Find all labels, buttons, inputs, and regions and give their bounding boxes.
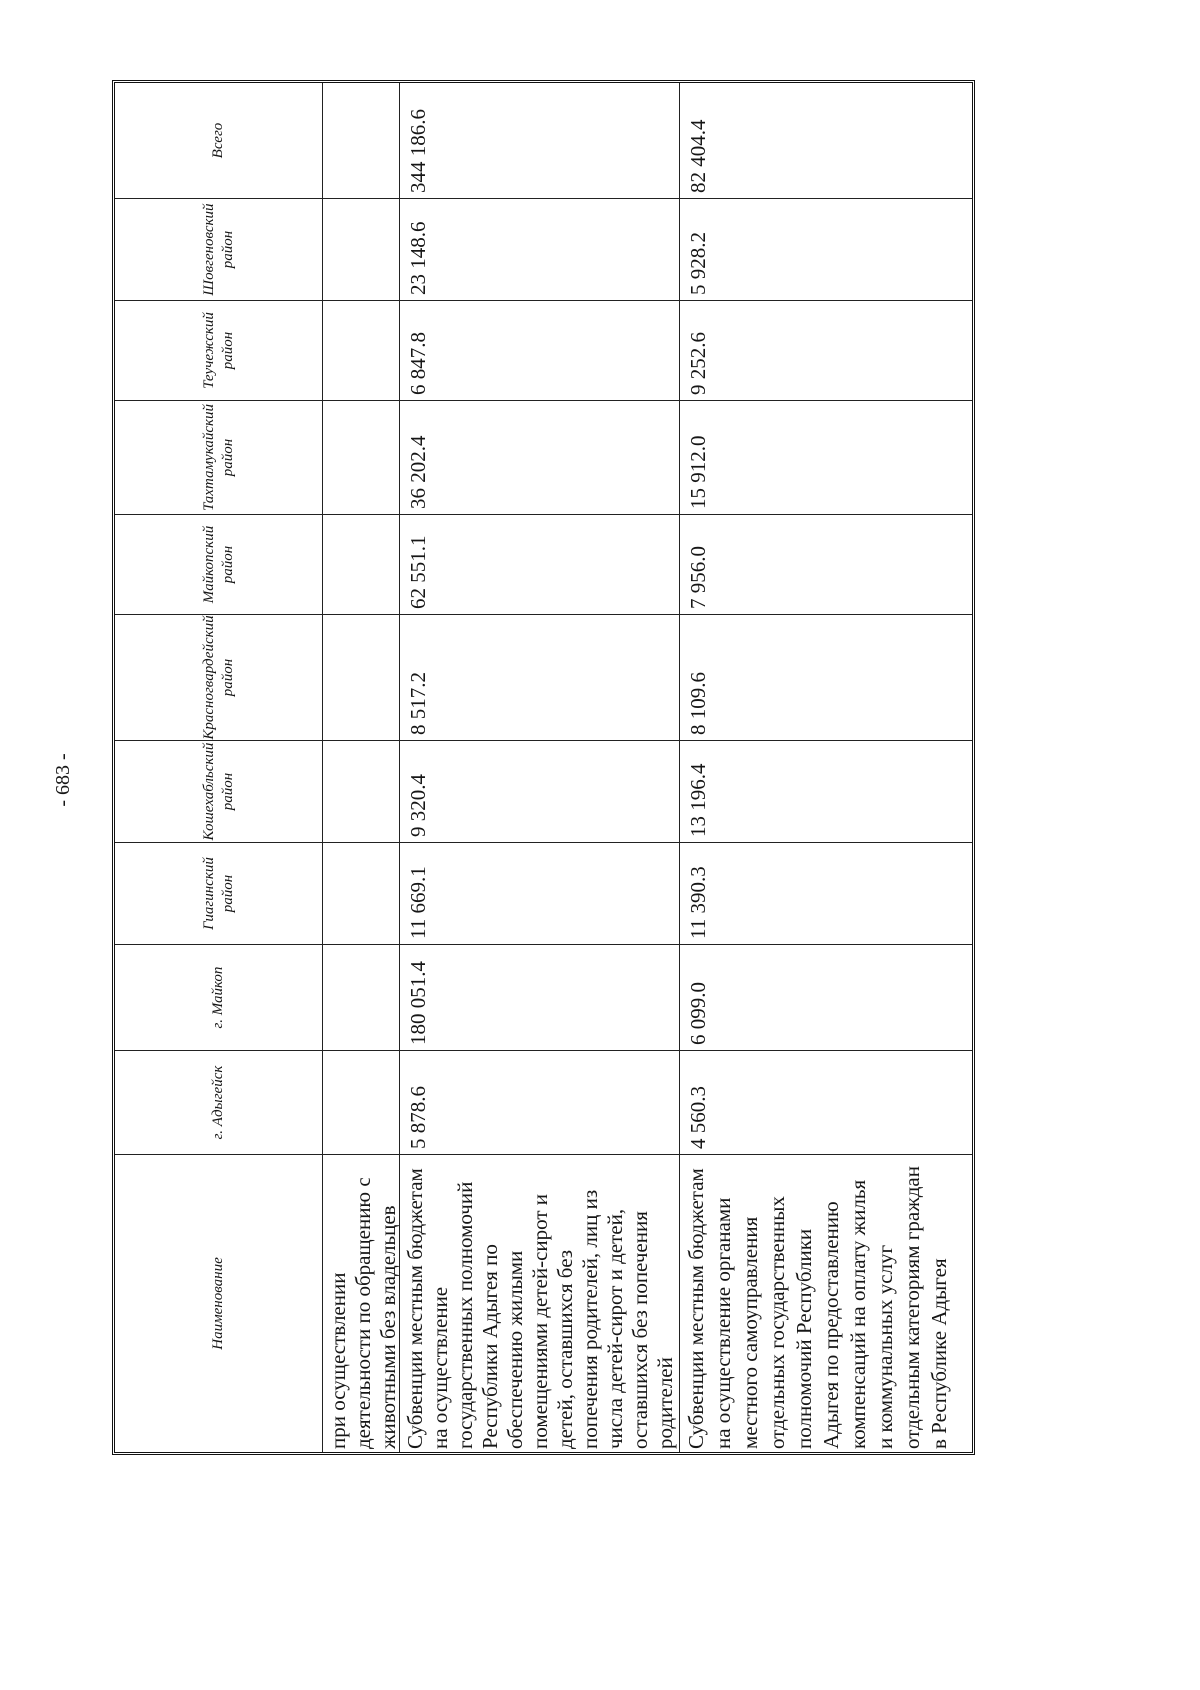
total-value-cell: 344 186.6 xyxy=(399,83,679,199)
value-cell: 13 196.4 xyxy=(679,741,972,843)
value-cell: 9 252.6 xyxy=(679,301,972,401)
value-cell: 9 320.4 xyxy=(399,741,679,843)
table-grid xyxy=(115,83,972,1452)
value-cell: 36 202.4 xyxy=(399,401,679,515)
value-cell: 23 148.6 xyxy=(399,199,679,301)
value-cell xyxy=(322,741,399,843)
value-cell: 7 956.0 xyxy=(679,515,972,615)
value-cell xyxy=(322,515,399,615)
row-name: Субвенции местным бюджетам на осуществление органами местного самоуправления отдельных государственных полномочий Республики Адыгея по предоставлению компенсаций на оплату жилья и коммунальных услуг отдельным категориям граждан в Республике Адыгея xyxy=(679,1155,972,1452)
value-cell xyxy=(322,301,399,401)
value-cell: 6 099.0 xyxy=(679,945,972,1051)
header-shovgenovsky: Шовгеновский район xyxy=(115,199,322,301)
header-maykop-city: г. Майкоп xyxy=(115,945,322,1051)
value-cell: 5 928.2 xyxy=(679,199,972,301)
total-value-cell: 82 404.4 xyxy=(679,83,972,199)
value-cell: 11 390.3 xyxy=(679,843,972,945)
header-krasnogvardeysky: Красногвардейский район xyxy=(115,615,322,741)
subsidy-table xyxy=(112,80,975,1455)
value-cell: 62 551.1 xyxy=(399,515,679,615)
header-name: Наименование xyxy=(210,1257,226,1350)
header-koshekhablsky: Кошехабльский район xyxy=(115,741,322,843)
value-cell xyxy=(322,401,399,515)
value-cell xyxy=(322,615,399,741)
header-giaginsky: Гиагинский район xyxy=(115,843,322,945)
header-teuchezhsky: Теучежский район xyxy=(115,301,322,401)
value-cell: 6 847.8 xyxy=(399,301,679,401)
value-cell: 180 051.4 xyxy=(399,945,679,1051)
value-cell: 4 560.3 xyxy=(679,1051,972,1155)
header-maykopsky: Майкопский район xyxy=(115,515,322,615)
header-takhtamukaysky: Тахтамукайский район xyxy=(115,401,322,515)
header-total: Всего xyxy=(115,83,322,199)
value-cell xyxy=(322,1051,399,1155)
value-cell: 5 878.6 xyxy=(399,1051,679,1155)
value-cell xyxy=(322,83,399,199)
value-cell xyxy=(322,199,399,301)
row-name: Субвенции местным бюджетам на осуществление государственных полномочий Республики Адыгея по обеспечению жилыми помещениями детей-сирот и детей, оставшихся без попечения родителей, лиц из числа детей-сирот и детей, оставшихся без попечения родителей xyxy=(399,1155,679,1452)
value-cell: 8 517.2 xyxy=(399,615,679,741)
value-cell xyxy=(322,945,399,1051)
header-adygeysk: г. Адыгейск xyxy=(115,1051,322,1155)
value-cell xyxy=(322,843,399,945)
row-name: при осуществлении деятельности по обращению с животными без владельцев xyxy=(322,1155,399,1452)
value-cell: 11 669.1 xyxy=(399,843,679,945)
value-cell: 8 109.6 xyxy=(679,615,972,741)
page-number: - 683 - xyxy=(52,753,74,807)
table-area xyxy=(112,80,975,1455)
value-cell: 15 912.0 xyxy=(679,401,972,515)
